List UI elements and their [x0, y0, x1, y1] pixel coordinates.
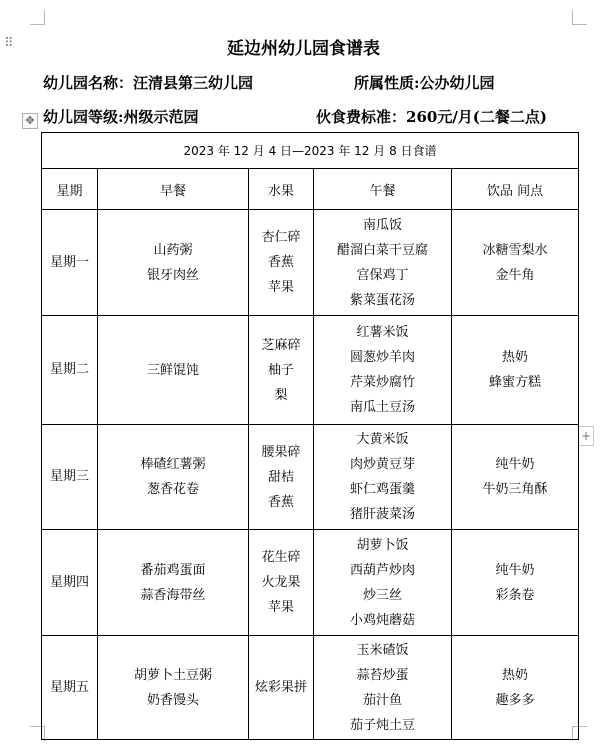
drag-handle-icon[interactable]: ⠿: [4, 36, 14, 51]
lunch-item: 大黄米饭: [356, 432, 409, 447]
breakfast-item: 棒碴红薯粥: [140, 457, 206, 472]
fruit-item: 苹果: [267, 280, 294, 295]
snack-item: 趣多多: [495, 692, 535, 708]
nature-value: 公办幼儿园: [419, 74, 495, 92]
lunch-item: 茄子炖土豆: [349, 717, 415, 733]
breakfast-item: 胡萝卜土豆粥: [133, 667, 212, 683]
breakfast-cell: [98, 210, 249, 316]
lunch-item: 宫保鸡丁: [356, 267, 409, 283]
fruit-item: 腰果碎: [261, 444, 301, 460]
header-snack: 饮品 间点: [452, 169, 579, 210]
name-label: 幼儿园名称：: [43, 74, 134, 92]
day-cell: 星期二: [42, 316, 98, 425]
level-value: 州级示范园: [123, 108, 199, 126]
fruit-cell: [249, 530, 314, 636]
lunch-item: 小鸡炖蘑菇: [349, 612, 415, 628]
table-row: [42, 425, 579, 530]
breakfast-item: 蒜香海带丝: [140, 587, 206, 603]
lunch-item: 芹菜炒腐竹: [349, 375, 415, 390]
breakfast-item: 山药粥: [153, 242, 193, 258]
fee-value: 260元/月(二餐二点): [406, 108, 548, 126]
snack-item: 冰糖雪梨水: [482, 242, 548, 258]
date-range: 2023 年 12 月 4 日—2023 年 12 月 8 日食谱: [42, 133, 579, 169]
breakfast-item: 葱香花卷: [146, 482, 199, 497]
lunch-cell: [314, 530, 452, 636]
fruit-cell: [249, 210, 314, 316]
kindergarten-nature: [354, 72, 495, 93]
fruit-item: 苹果: [267, 600, 294, 615]
lunch-item: 茄汁鱼: [362, 692, 402, 708]
fee-label: 伙食费标准：: [316, 108, 407, 126]
table-move-icon[interactable]: ✥: [22, 113, 38, 129]
snack-item: 蜂蜜方糕: [489, 375, 542, 390]
header-fruit: 水果: [249, 169, 314, 210]
day-cell: 星期五: [42, 636, 98, 740]
snack-item: 彩条卷: [495, 587, 535, 603]
header-day: 星期: [42, 169, 98, 210]
breakfast-cell: [98, 530, 249, 636]
table-row: [42, 636, 579, 740]
fruit-item: 柚子: [267, 362, 294, 378]
snack-item: 热奶: [502, 350, 529, 365]
date-range-row: [42, 133, 579, 169]
fruit-item: 梨: [274, 387, 288, 403]
fruit-item: 火龙果: [261, 575, 301, 590]
meal-fee: [316, 106, 547, 127]
breakfast-item: 银牙肉丝: [146, 267, 199, 283]
lunch-item: 胡萝卜饭: [356, 537, 409, 553]
fruit-item: 香蕉: [267, 494, 294, 510]
day-cell: 星期四: [42, 530, 98, 636]
breakfast-item: 番茄鸡蛋面: [140, 562, 206, 578]
lunch-item: 虾仁鸡蛋羹: [349, 482, 415, 497]
level-label: 幼儿园等级:: [43, 108, 124, 126]
table-row: [42, 210, 579, 316]
snack-item: 牛奶三角酥: [482, 482, 548, 497]
header-row: [42, 169, 579, 210]
snack-item: 热奶: [502, 667, 529, 683]
lunch-item: 炒三丝: [362, 587, 402, 603]
breakfast-item: 三鲜馄饨: [146, 362, 199, 378]
day-cell: 星期一: [42, 210, 98, 316]
fruit-cell: [249, 425, 314, 530]
fruit-cell: [249, 316, 314, 425]
breakfast-item: 奶香馒头: [146, 692, 199, 708]
fruit-cell: [249, 636, 314, 740]
lunch-item: 圆葱炒羊肉: [349, 350, 415, 365]
crop-mark-top-right: [572, 10, 587, 25]
lunch-item: 醋溜白菜干豆腐: [336, 242, 428, 258]
snack-item: 纯牛奶: [495, 457, 535, 472]
plus-icon[interactable]: +: [578, 426, 594, 446]
snack-cell: [452, 210, 579, 316]
fruit-item: 杏仁碎: [261, 230, 301, 245]
snack-cell: [452, 636, 579, 740]
day-cell: 星期三: [42, 425, 98, 530]
lunch-item: 肉炒黄豆芽: [349, 457, 415, 472]
lunch-item: 紫菜蛋花汤: [349, 292, 415, 308]
fruit-item: 炫彩果拼: [254, 680, 307, 695]
lunch-item: 红薯米饭: [356, 325, 409, 340]
snack-cell: [452, 316, 579, 425]
fruit-item: 花生碎: [261, 550, 301, 565]
menu-table: [41, 132, 579, 740]
lunch-cell: [314, 210, 452, 316]
breakfast-cell: [98, 316, 249, 425]
fruit-item: 香蕉: [267, 255, 294, 270]
table-row: [42, 316, 579, 425]
snack-cell: [452, 530, 579, 636]
lunch-item: 蒜苔炒蛋: [356, 667, 409, 683]
lunch-item: 猪肝菠菜汤: [349, 507, 415, 522]
fruit-item: 甜桔: [267, 469, 294, 485]
breakfast-cell: [98, 636, 249, 740]
nature-label: 所属性质:: [354, 74, 420, 92]
lunch-item: 西葫芦炒肉: [349, 562, 415, 578]
crop-mark-top-left: [30, 10, 45, 25]
kindergarten-name: [43, 72, 253, 93]
lunch-cell: [314, 316, 452, 425]
lunch-item: 南瓜饭: [362, 217, 402, 233]
lunch-cell: [314, 636, 452, 740]
header-lunch: 午餐: [314, 169, 452, 210]
header-breakfast: 早餐: [98, 169, 249, 210]
lunch-cell: [314, 425, 452, 530]
snack-item: 金牛角: [495, 267, 535, 283]
kindergarten-level: [43, 106, 199, 127]
table-row: [42, 530, 579, 636]
lunch-item: 玉米碴饭: [356, 642, 409, 658]
page-title: 延边州幼儿园食谱表: [227, 39, 380, 59]
snack-cell: [452, 425, 579, 530]
fruit-item: 芝麻碎: [261, 337, 301, 353]
lunch-item: 南瓜土豆汤: [349, 400, 415, 415]
breakfast-cell: [98, 425, 249, 530]
snack-item: 纯牛奶: [495, 562, 535, 578]
name-value: 汪清县第三幼儿园: [133, 74, 254, 92]
